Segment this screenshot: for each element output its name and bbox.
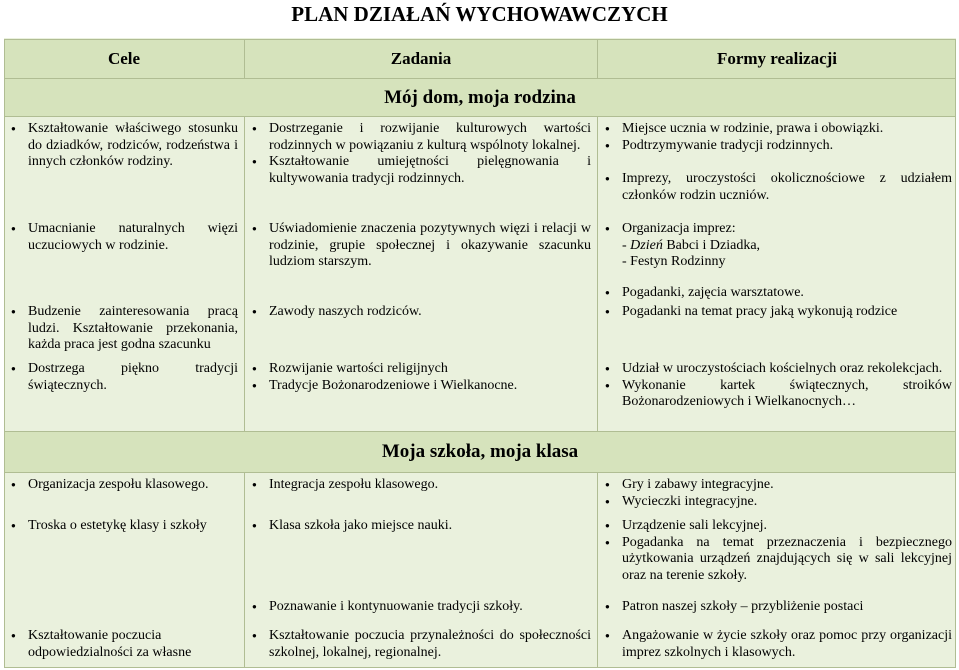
grid-line [4, 667, 956, 668]
list-item: ● Gry i zabawy integracyjne. [600, 477, 952, 494]
sub-prefix: - [622, 237, 631, 253]
s2-row4-zadania [247, 628, 591, 661]
header-zadania: Zadania [245, 40, 597, 78]
section-title-home: Mój dom, moja rodzina [4, 79, 956, 116]
grid-line [4, 78, 956, 79]
list-item: ● Pogadanki na temat pracy jaką wykonują rodzice [600, 304, 952, 321]
list-item: ● Klasa szkoła jako miejsce nauki. [247, 518, 591, 535]
s1-row3-zadania [247, 304, 591, 321]
s2-row2-zadania [247, 518, 591, 535]
s2-row1-formy [600, 477, 952, 510]
s1-row3-formy [600, 304, 952, 321]
grid-line [244, 39, 245, 79]
section-title-school: Moja szkoła, moja klasa [4, 432, 956, 472]
list-item: ● Kształtowanie właściwego stosunku do dziadków, rodziców, rodzeństwa i innych członków rodziny. [6, 121, 238, 171]
list-item: ● Umacnianie naturalnych więzi uczuciowych w rodzinie. [6, 221, 238, 254]
list-item: ● Kształtowanie poczucia przynależności do społeczności szkolnej, lokalnej, regionalnej. [247, 628, 591, 661]
grid-line [597, 472, 598, 668]
list-item: ● Organizacja zespołu klasowego. [6, 477, 238, 494]
s2-row3-formy [600, 599, 952, 616]
list-item: ● Poznawanie i kontynuowanie tradycji szkoły. [247, 599, 591, 616]
s2-row3-zadania [247, 599, 591, 616]
s1-row1-cele [6, 121, 238, 171]
sub-italic: Dzień [630, 237, 663, 253]
sub-rest: Babci i Dziadka, [662, 237, 761, 253]
list-item [600, 221, 952, 271]
list-item: ● Budzenie zainteresowania pracą ludzi. Kształtowanie przekonania, każda praca jest godna szacunku [6, 304, 238, 354]
list-item: ● Podtrzymywanie tradycji rodzinnych. [600, 138, 952, 155]
list-item: ● Dostrzeganie i rozwijanie kulturowych wartości rodzinnych w powiązaniu z kulturą wspólnoty lokalnej. [247, 121, 591, 154]
list-item: ● Udział w uroczystościach kościelnych oraz rekolekcjach. [600, 361, 952, 378]
s2-row4-formy [600, 628, 952, 661]
s2-row1-cele [6, 477, 238, 494]
header-cele: Cele [4, 40, 244, 78]
list-item: ● Wykonanie kartek świątecznych, stroików Bożonarodzeniowych i Wielkanocnych… [600, 378, 952, 411]
s2-row4-cele [6, 628, 238, 661]
s1-row2-formy [600, 221, 952, 301]
s1-row4-zadania [247, 361, 591, 394]
grid-line [244, 116, 245, 432]
grid-line [4, 39, 956, 40]
grid-line [597, 39, 598, 79]
list-item: ● Rozwijanie wartości religijnych [247, 361, 591, 378]
s2-row1-zadania [247, 477, 591, 494]
grid-line [244, 472, 245, 668]
list-item: ● Wycieczki integracyjne. [600, 494, 952, 511]
s2-row2-cele [6, 518, 238, 535]
s1-row4-formy [600, 361, 952, 411]
list-item: ● Tradycje Bożonarodzeniowe i Wielkanocne. [247, 378, 591, 395]
s1-row1-zadania [247, 121, 591, 187]
grid-line [4, 431, 956, 432]
list-item: ● Dostrzega piękno tradycji świątecznych. [6, 361, 238, 394]
s1-row4-cele [6, 361, 238, 394]
list-item: ● Imprezy, uroczystości okolicznościowe z udziałem członków rodzin uczniów. [600, 171, 952, 204]
list-item: ● Integracja zespołu klasowego. [247, 477, 591, 494]
list-item: ● Pogadanka na temat przeznaczenia i bezpiecznego użytkowania urządzeń znajdujących się w sali lekcyjnej oraz na terenie szkoły. [600, 535, 952, 585]
page-title: PLAN DZIAŁAŃ WYCHOWAWCZYCH [291, 2, 668, 26]
grid-line [955, 39, 956, 668]
list-item: ● Miejsce ucznia w rodzinie, prawa i obowiązki. [600, 121, 952, 138]
list-item: ● Patron naszej szkoły – przybliżenie postaci [600, 599, 952, 616]
list-item: ● Uświadomienie znaczenia pozytywnych więzi i relacji w rodzinie, grupie społecznej i okazywanie szacunku ludziom starszym. [247, 221, 591, 271]
list-item: ● Kształtowanie poczucia odpowiedzialności za własne [6, 628, 238, 661]
list-item: ● Angażowanie w życie szkoły oraz pomoc przy organizacji imprez szkolnych i klasowych. [600, 628, 952, 661]
sub-item: - Festyn Rodzinny [622, 254, 726, 269]
s1-row1-formy [600, 121, 952, 204]
s1-row2-zadania [247, 221, 591, 271]
list-item: ● Kształtowanie umiejętności pielęgnowania i kultywowania tradycji rodzinnych. [247, 154, 591, 187]
list-item: ● Pogadanki, zajęcia warsztatowe. [600, 285, 952, 302]
grid-line [4, 472, 956, 473]
grid-line [4, 39, 5, 668]
grid-line [597, 116, 598, 432]
s1-row3-cele [6, 304, 238, 354]
list-item: ● Zawody naszych rodziców. [247, 304, 591, 321]
list-item: ● Troska o estetykę klasy i szkoły [6, 518, 238, 535]
s2-row2-formy [600, 518, 952, 584]
header-formy: Formy realizacji [598, 40, 956, 78]
list-item: ● Urządzenie sali lekcyjnej. [600, 518, 952, 535]
formy-heading: Organizacja imprez: [622, 221, 736, 236]
grid-line [4, 116, 956, 117]
s1-row2-cele [6, 221, 238, 254]
